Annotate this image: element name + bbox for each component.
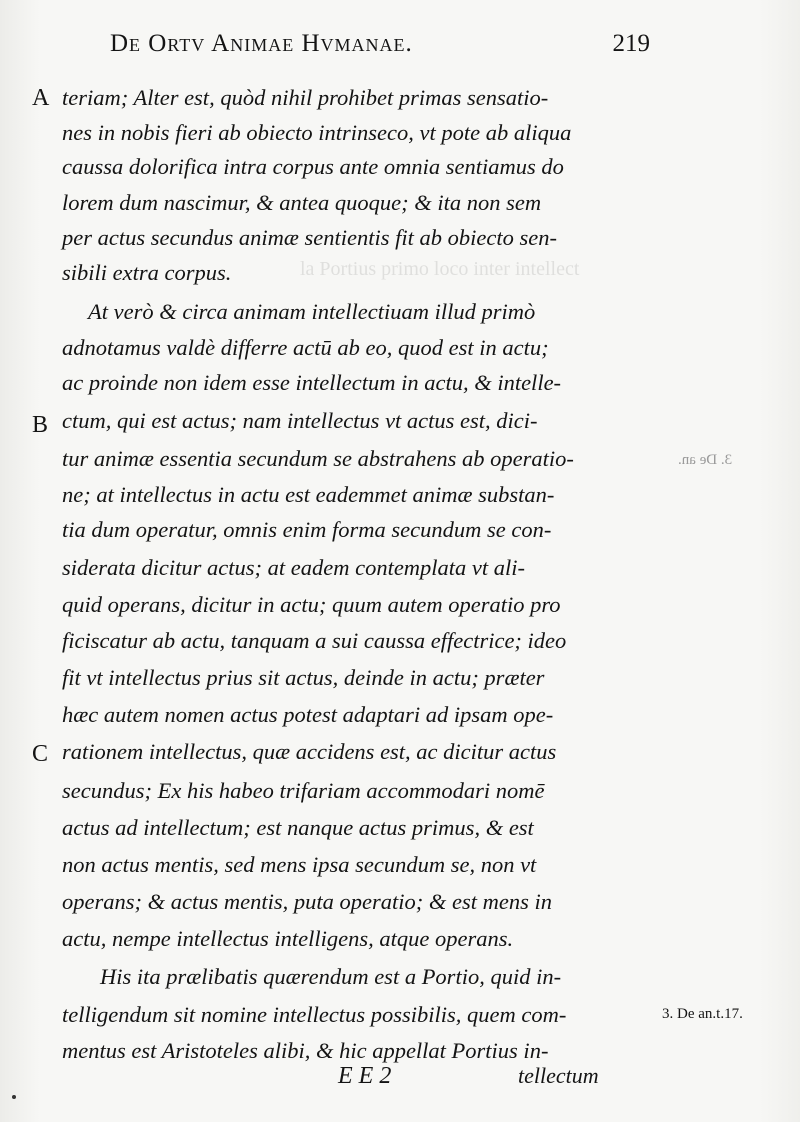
ink-speck bbox=[12, 1095, 16, 1099]
text-line: His ita prælibatis quærendum est a Portio, quid in- bbox=[100, 964, 562, 989]
margin-note-b: 3. De an. bbox=[678, 452, 733, 468]
section-letter-c: C bbox=[32, 741, 49, 767]
text-line: At verò & circa animam intellectiuam illud primò bbox=[88, 299, 536, 324]
text-line: hæc autem nomen actus potest adaptari ad ipsam ope- bbox=[62, 702, 554, 727]
text-line: actus ad intellectum; est nanque actus primus, & est bbox=[62, 815, 534, 840]
text-line: teriam; Alter est, quòd nihil prohibet primas sensatio- bbox=[62, 85, 549, 110]
text-line: rationem intellectus, quæ accidens est, ac dicitur actus bbox=[62, 739, 557, 764]
section-letter-a: A bbox=[32, 85, 50, 111]
text-line: adnotamus valdè differre actū ab eo, quod est in actu; bbox=[62, 335, 549, 360]
text-line: tia dum operatur, omnis enim forma secundum se con- bbox=[62, 517, 552, 542]
text-line: ne; at intellectus in actu est eademmet animæ substan- bbox=[62, 482, 555, 507]
bleed-through-text: la Portius primo loco inter intellect bbox=[300, 258, 580, 280]
text-line: operans; & actus mentis, puta operatio; & est mens in bbox=[62, 889, 552, 914]
catchword: tellectum bbox=[518, 1063, 599, 1088]
text-line: fit vt intellectus prius sit actus, deinde in actu; præter bbox=[62, 665, 545, 690]
text-line: per actus secundus animæ sentientis fit ab obiecto sen- bbox=[62, 225, 557, 250]
page-title: De Ortv Animae Hvmanae. bbox=[110, 30, 413, 57]
text-line: ficiscatur ab actu, tanquam a sui caussa effectrice; ideo bbox=[62, 628, 567, 653]
margin-note-reference: 3. De an.t.17. bbox=[662, 1006, 743, 1022]
text-line: quid operans, dicitur in actu; quum autem operatio pro bbox=[62, 592, 561, 617]
text-line: caussa dolorifica intra corpus ante omnia sentiamus do bbox=[62, 154, 564, 179]
page-number: 219 bbox=[612, 30, 650, 57]
text-line: lorem dum nascimur, & antea quoque; & ita non sem bbox=[62, 190, 542, 215]
section-letter-b: B bbox=[32, 412, 49, 438]
page-footer bbox=[0, 1063, 800, 1103]
text-line: siderata dicitur actus; at eadem contemplata vt ali- bbox=[62, 555, 526, 580]
text-line: mentus est Aristoteles alibi, & hic appellat Portius in- bbox=[62, 1038, 549, 1063]
text-line: actu, nempe intellectus intelligens, atque operans. bbox=[62, 926, 514, 951]
text-line: secundus; Ex his habeo trifariam accommodari nomē bbox=[62, 778, 545, 803]
text-line: non actus mentis, sed mens ipsa secundum se, non vt bbox=[62, 852, 537, 877]
text-line: nes in nobis fieri ab obiecto intrinseco, vt pote ab aliqua bbox=[62, 120, 572, 145]
text-line: tur animæ essentia secundum se abstrahens ab operatio- bbox=[62, 446, 574, 471]
running-header bbox=[110, 30, 650, 64]
text-line: ac proinde non idem esse intellectum in actu, & intelle- bbox=[62, 370, 562, 395]
text-line: telligendum sit nomine intellectus possibilis, quem com- bbox=[62, 1002, 567, 1027]
text-line: ctum, qui est actus; nam intellectus vt actus est, dici- bbox=[62, 408, 538, 433]
text-line: sibili extra corpus. bbox=[62, 260, 232, 285]
signature-mark: E E 2 bbox=[338, 1063, 392, 1089]
